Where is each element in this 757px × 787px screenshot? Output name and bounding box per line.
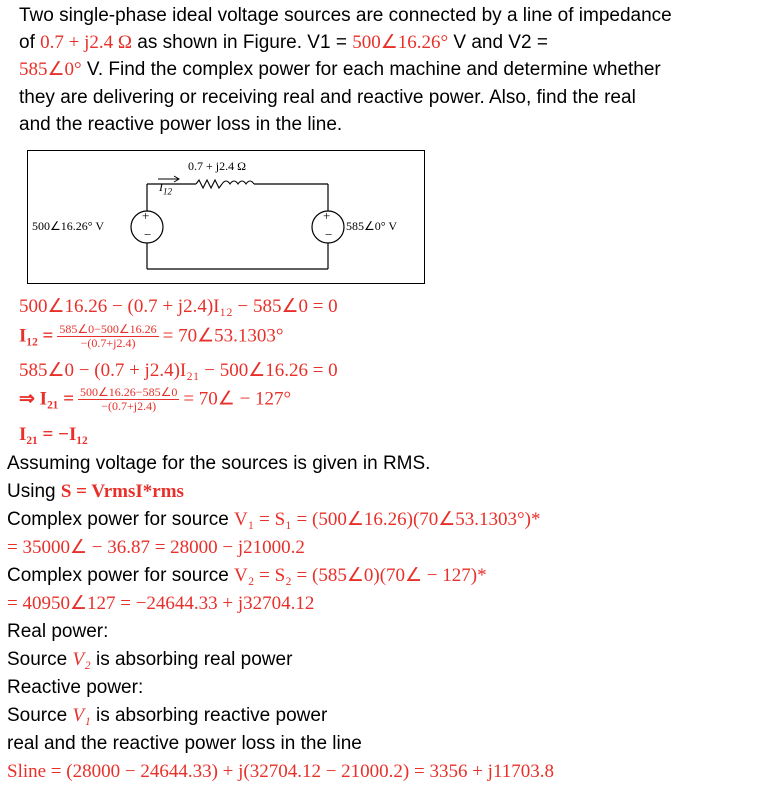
v1-label: 500∠16.26° V	[32, 219, 105, 233]
real-power-heading: Real power:	[7, 621, 109, 642]
v1-value: 500∠16.26°	[352, 32, 449, 53]
i21-relation: I₂₁ = −I₁₂	[19, 424, 88, 445]
problem-line-4: they are delivering or receiving real and reactive power. Also, find the real	[19, 87, 636, 108]
v2-label: 585∠0° V	[346, 219, 398, 233]
problem-line-3: 585∠0° V. Find the complex power for each machine and determine whether	[19, 59, 661, 80]
line-loss-equation: Sline = (28000 − 24644.33) + j(32704.12 − 21000.2) = 3356 + j11703.8	[7, 761, 555, 782]
i21-equation: ⇒ I₂₁ = $\frac{500\angle 16.26-585\angle 0}{-(0.7+j2.4)}$ = 70∠ − 127°	[19, 385, 292, 413]
v2-value: 585∠0°	[19, 59, 82, 80]
assumption-text: Assuming voltage for the sources is given in RMS.	[7, 453, 431, 474]
problem-line-5: and the reactive power loss in the line.	[19, 114, 343, 135]
resistor-symbol	[196, 180, 222, 188]
circuit-figure	[27, 150, 425, 284]
using-line: Using S = VrmsI*rms	[7, 481, 184, 502]
complex-power-source-2: Complex power for source V₂ = S₂ = (585∠0)(70∠ − 127)*	[7, 565, 487, 586]
s1-formula: V₁ = S₁ = (500∠16.26)(70∠53.1303°)*	[234, 509, 541, 530]
kvl-equation-2: 585∠0 − (0.7 + j2.4)I₂₁ − 500∠16.26 = 0	[19, 360, 338, 381]
impedance-value: 0.7 + j2.4 Ω	[40, 32, 132, 53]
line-loss-heading: real and the reactive power loss in the line	[7, 733, 362, 754]
complex-power-source-1: Complex power for source V₁ = S₁ = (500∠16.26)(70∠53.1303°)*	[7, 509, 541, 530]
v1-minus-sign: −	[144, 227, 152, 242]
reactive-power-statement: Source V₁ is absorbing reactive power	[7, 705, 328, 726]
problem-line-1: Two single-phase ideal voltage sources are connected by a line of impedance	[19, 5, 672, 26]
real-power-statement: Source V₂ is absorbing real power	[7, 649, 293, 670]
v2-minus-sign: −	[325, 227, 333, 242]
s2-formula: V₂ = S₂ = (585∠0)(70∠ − 127)*	[234, 565, 487, 586]
v1-plus-sign: +	[142, 208, 150, 223]
current-label: $I_{12}$	[159, 180, 172, 197]
s1-result: = 35000∠ − 36.87 = 28000 − j21000.2	[7, 537, 305, 558]
problem-line-2: of 0.7 + j2.4 Ω as shown in Figure. V1 = 500∠16.26° V and V2 =	[19, 32, 548, 53]
kvl-equation-1: 500∠16.26 − (0.7 + j2.4)I₁₂ − 585∠0 = 0	[19, 296, 338, 317]
v2-plus-sign: +	[323, 208, 331, 223]
i12-equation: I₁₂ = $\frac{585\angle 0-500\angle 16.26}{-(0.7+j2.4)}$ = 70∠53.1303°	[19, 322, 284, 350]
s2-result: = 40950∠127 = −24644.33 + j32704.12	[7, 593, 315, 614]
impedance-label: 0.7 + j2.4 Ω	[188, 159, 247, 173]
inductor-symbol	[222, 181, 254, 184]
i12-fraction: $\frac{585\angle 0-500\angle 16.26}{-(0.7+j2.4)}$	[59, 322, 157, 350]
reactive-power-heading: Reactive power:	[7, 677, 144, 698]
power-formula: S = VrmsI*rms	[60, 481, 184, 502]
i21-fraction: $\frac{500\angle 16.26-585\angle 0}{-(0.7+j2.4)}$	[80, 385, 178, 413]
